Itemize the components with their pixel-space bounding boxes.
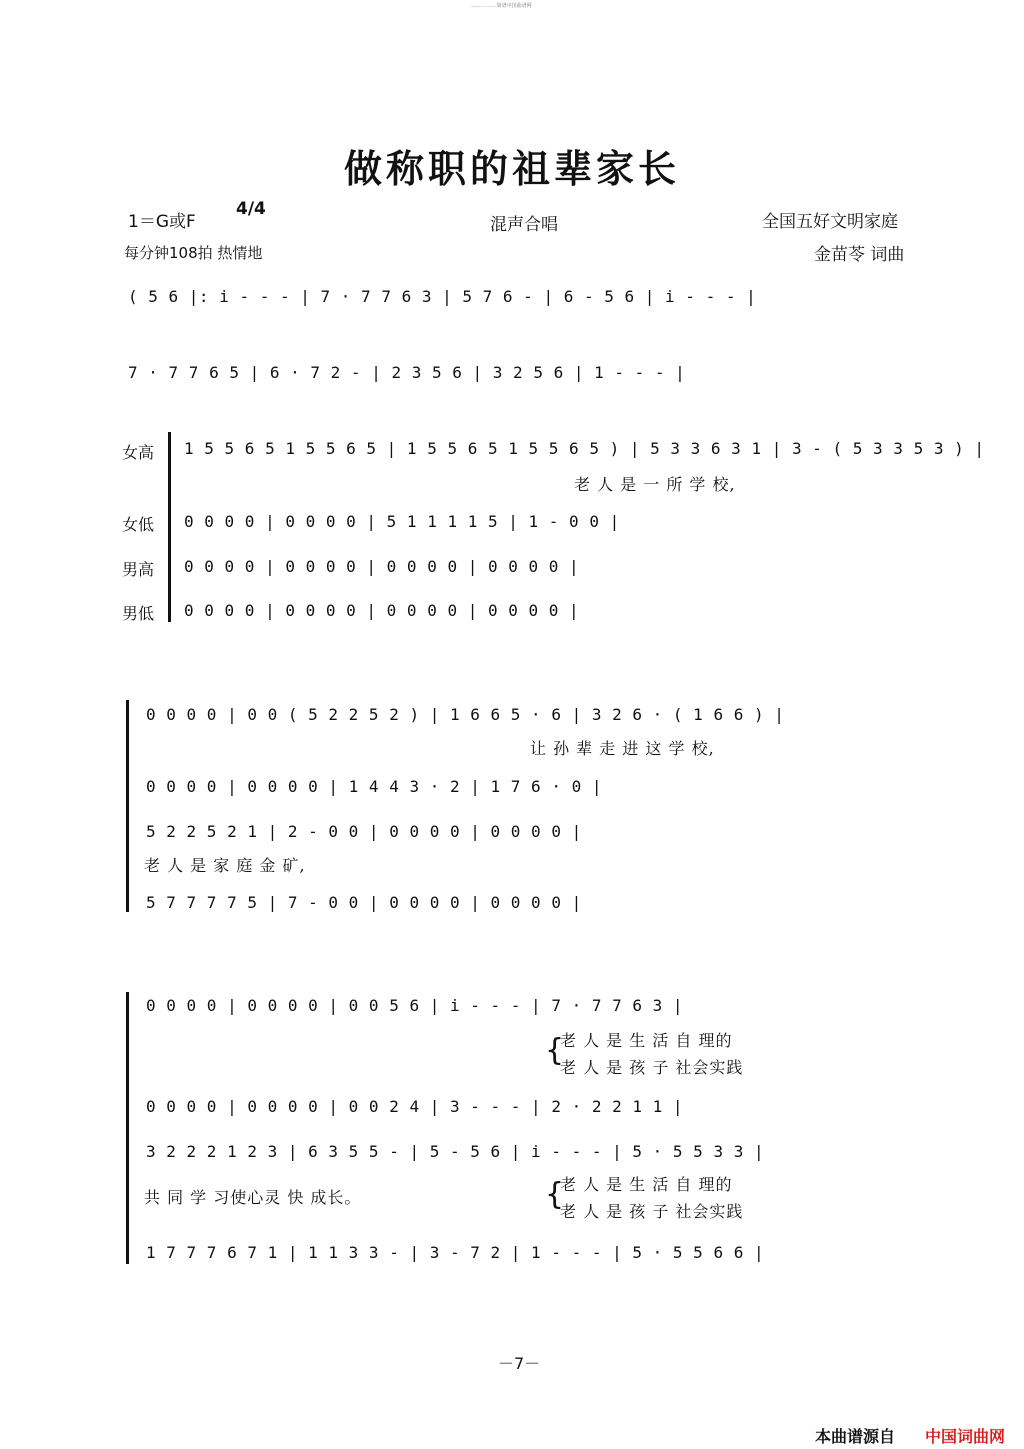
intro-line-2: 7 · 7 7 6 5 | 6 · 7 2 - | 2 3 5 6 | 3 2 5 6 | 1 - - - |	[128, 363, 686, 382]
system2-soprano-lyric: 让 孙 辈 走 进 这 学 校,	[530, 739, 715, 758]
system3-tenor-notes: 3 2 2 2 1 2 3 | 6 3 5 5 - | 5 - 5 6 | i - - - | 5 · 5 5 3 3 |	[146, 1142, 765, 1161]
system2-alto-notes: 0 0 0 0 | 0 0 0 0 | 1 4 4 3 · 2 | 1 7 6 · 0 |	[146, 777, 602, 796]
intro-line-1: ( 5 6 |: i - - - | 7 · 7 7 6 3 | 5 7 6 - | 6 - 5 6 | i - - - |	[128, 287, 757, 306]
header-strip: ……… ……简谱中国曲谱网	[470, 3, 532, 9]
system2-tenor-notes: 5 2 2 5 2 1 | 2 - 0 0 | 0 0 0 0 | 0 0 0 0 |	[146, 822, 582, 841]
system3-tenor-lyric-2: 老 人 是 孩 子 社会实践	[560, 1202, 744, 1221]
system1-soprano-lyric: 老 人 是 一 所 学 校,	[574, 475, 736, 494]
time-signature: 4/4	[236, 199, 266, 219]
system2-brace	[126, 700, 129, 912]
source-org: 全国五好文明家庭	[762, 212, 898, 232]
system3-tenor-lyric-1: 老 人 是 生 活 自 理的	[560, 1175, 733, 1194]
key-signature: 1＝G或F	[128, 212, 196, 232]
footer-site: 中国词曲网	[925, 1427, 1006, 1446]
system1-tenor-notes: 0 0 0 0 | 0 0 0 0 | 0 0 0 0 | 0 0 0 0 |	[184, 557, 580, 576]
lyric-brace-2: {	[545, 1177, 565, 1212]
system2-bass-notes: 5 7 7 7 7 5 | 7 - 0 0 | 0 0 0 0 | 0 0 0 0 |	[146, 893, 582, 912]
style-label: 混声合唱	[490, 215, 558, 235]
part-label-tenor: 男高	[122, 560, 155, 579]
part-label-bass: 男低	[122, 604, 155, 623]
system3-alto-notes: 0 0 0 0 | 0 0 0 0 | 0 0 2 4 | 3 - - - | 2 · 2 2 1 1 |	[146, 1097, 684, 1116]
system3-soprano-lyric-2: 老 人 是 孩 子 社会实践	[560, 1058, 744, 1077]
tempo-marking: 每分钟108拍 热情地	[124, 244, 263, 262]
part-label-soprano: 女高	[122, 443, 155, 462]
page-number: －7－	[498, 1354, 541, 1373]
system3-brace	[126, 992, 129, 1264]
author-credit: 金苗苓 词曲	[814, 245, 905, 265]
system1-bass-notes: 0 0 0 0 | 0 0 0 0 | 0 0 0 0 | 0 0 0 0 |	[184, 601, 580, 620]
system3-soprano-notes: 0 0 0 0 | 0 0 0 0 | 0 0 5 6 | i - - - | 7 · 7 7 6 3 |	[146, 996, 684, 1015]
system3-tenor-lyric-a: 共 同 学 习使心灵 快 成长。	[144, 1188, 362, 1207]
system2-tenor-lyric: 老 人 是 家 庭 金 矿,	[144, 856, 306, 875]
system1-alto-notes: 0 0 0 0 | 0 0 0 0 | 5 1 1 1 1 5 | 1 - 0 0 |	[184, 512, 620, 531]
system2-soprano-notes: 0 0 0 0 | 0 0 ( 5 2 2 5 2 ) | 1 6 6 5 · 6 | 3 2 6 · ( 1 6 6 ) |	[146, 705, 785, 724]
system1-brace	[168, 432, 171, 622]
system3-bass-notes: 1 7 7 7 6 7 1 | 1 1 3 3 - | 3 - 7 2 | 1 - - - | 5 · 5 5 6 6 |	[146, 1243, 765, 1262]
part-label-alto: 女低	[122, 515, 155, 534]
lyric-brace: {	[545, 1033, 565, 1068]
page-title: 做称职的祖辈家长	[343, 146, 680, 191]
system3-soprano-lyric-1: 老 人 是 生 活 自 理的	[560, 1031, 733, 1050]
system1-soprano-notes: 1 5 5 6 5 1 5 5 6 5 | 1 5 5 6 5 1 5 5 6 5 ) | 5 3 3 6 3 1 | 3 - ( 5 3 3 5 3 ) |	[184, 439, 985, 458]
footer-source: 本曲谱源自	[815, 1427, 896, 1446]
